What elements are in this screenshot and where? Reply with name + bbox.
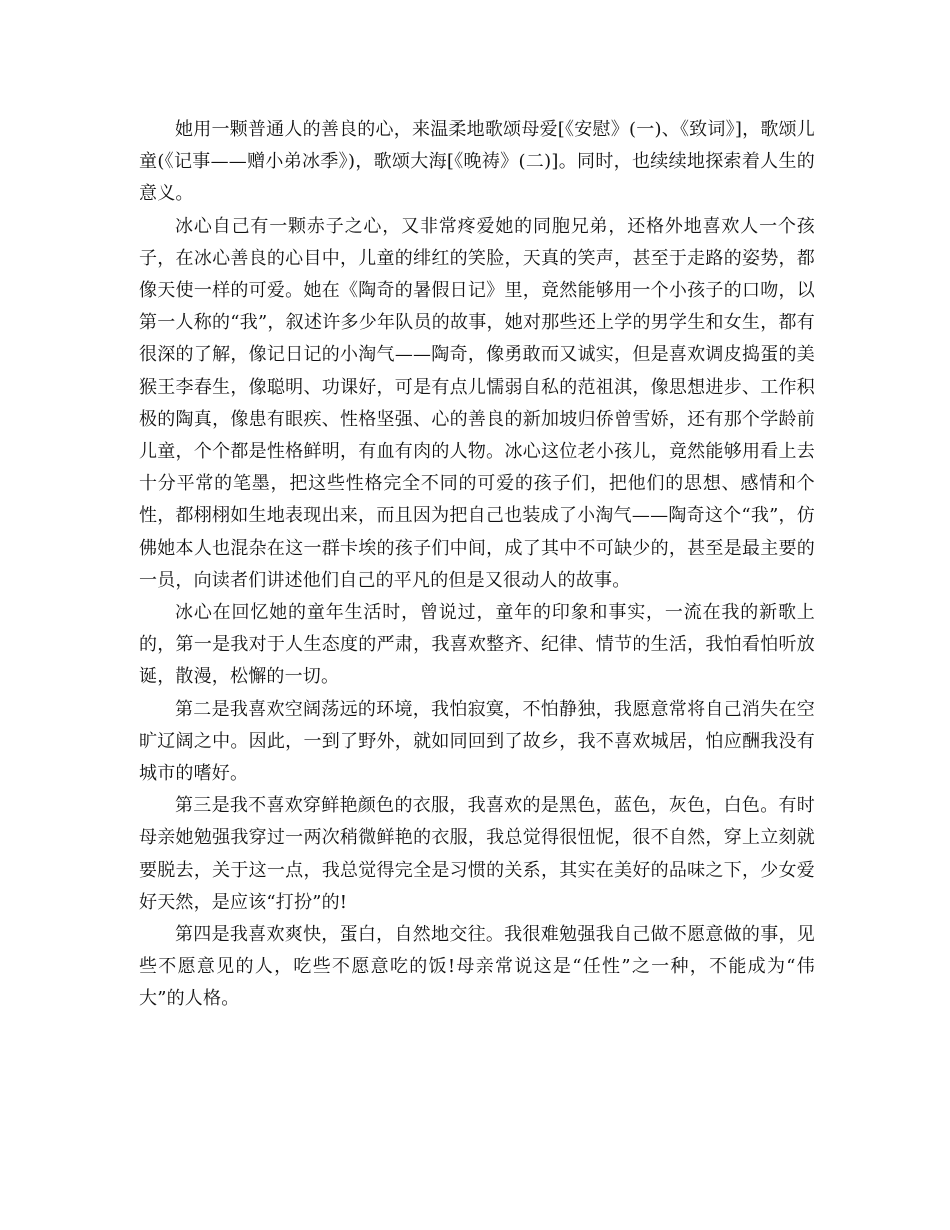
paragraph: 第三是我不喜欢穿鲜艳颜色的衣服，我喜欢的是黑色，蓝色，灰色，白色。有时母亲她勉强我穿过一两次稍微鲜艳的衣服，我总觉得很忸怩，很不自然，穿上立刻就要脱去，关于这一点，我总觉得完全是习惯的关系，其实在美好的品味之下，少女爱好天然，是应该“打扮”的! [139,795,815,913]
document-body [139,114,815,1016]
paragraph: 第二是我喜欢空阔荡远的环境，我怕寂寞，不怕静独，我愿意常将自己消失在空旷辽阔之中。因此，一到了野外，就如同回到了故乡，我不喜欢城居，怕应酬我没有城市的嗜好。 [139,698,815,785]
paragraph: 冰心自己有一颗赤子之心，又非常疼爱她的同胞兄弟，还格外地喜欢人一个孩子，在冰心善良的心目中，儿童的绯红的笑脸，天真的笑声，甚至于走路的姿势，都像天使一样的可爱。她在《陶奇的暑假日记》里，竟然能够用一个小孩子的口吻，以第一人称的“我”，叙述许多少年队员的故事，她对那些还上学的男学生和女生，都有很深的了解，像记日记的小淘气——陶奇，像勇敢而又诚实，但是喜欢调皮捣蛋的美猴王李春生，像聪明、功课好，可是有点儿懦弱自私的范祖淇，像思想进步、工作积极的陶真，像患有眼疾、性格坚强、心的善良的新加坡归侨曾雪娇，还有那个学龄前儿童，个个都是性格鲜明，有血有肉的人物。冰心这位老小孩儿，竟然能够用看上去十分平常的笔墨，把这些性格完全不同的可爱的孩子们，把他们的思想、感情和个性，都栩栩如生地表现出来，而且因为把自己也装成了小淘气——陶奇这个“我”，仿佛她本人也混杂在这一群卡埃的孩子们中间，成了其中不可缺少的，甚至是最主要的一员，向读者们讲述他们自己的平凡的但是又很动人的故事。 [139,215,815,591]
paragraph: 冰心在回忆她的童年生活时，曾说过，童年的印象和事实，一流在我的新歌上的，第一是我对于人生态度的严肃，我喜欢整齐、纪律、情节的生活，我怕看怕听放诞，散漫，松懈的一切。 [139,602,815,688]
paragraph: 她用一颗普通人的善良的心，来温柔地歌颂母爱[《安慰》(一)、《致词》]，歌颂儿童(《记事——赠小弟冰季》)，歌颂大海[《晚祷》(二)]。同时，也续续地探索着人生的意义。 [139,119,815,205]
paragraph: 第四是我喜欢爽快，蛋白，自然地交往。我很难勉强我自己做不愿意做的事，见些不愿意见的人，吃些不愿意吃的饭!母亲常说这是“任性”之一种，不能成为“伟大”的人格。 [139,924,815,1010]
